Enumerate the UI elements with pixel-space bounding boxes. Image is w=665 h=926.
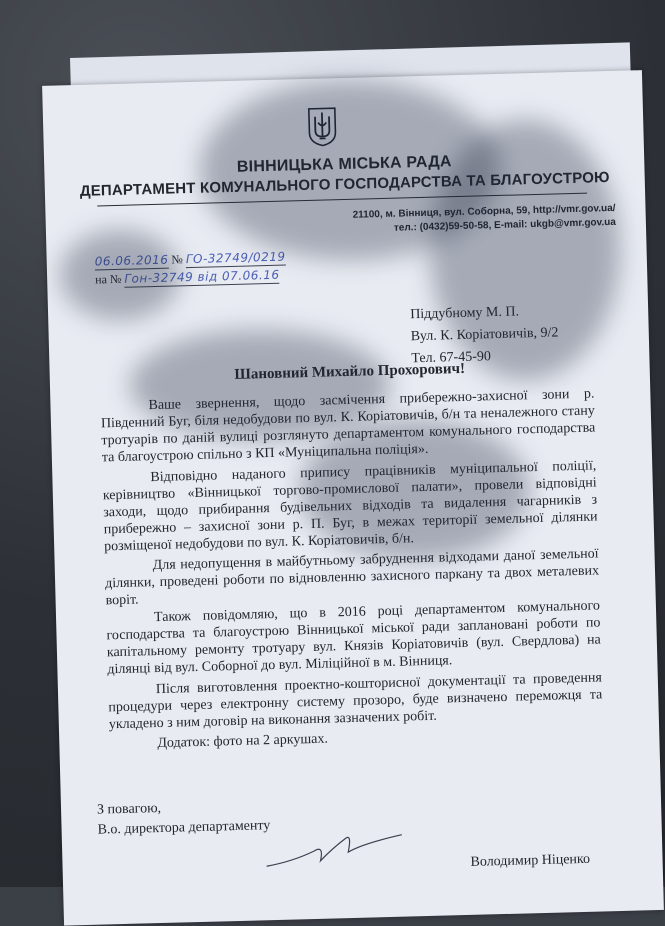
signoff-regards: З повагою,	[96, 800, 162, 818]
signoff-block	[97, 796, 271, 841]
org-contacts: тел.: (0432)59-50-58, E-mail: ukgb@vmr.gov.ua	[393, 216, 617, 234]
org-address: 21100, м. Вінниця, вул. Соборна, 59, http://vmr.gov.ua/	[352, 202, 616, 221]
incoming-reference-number: Гон-32749 від 07.06.16	[124, 267, 280, 286]
recipient-street: Вул. К. Коріатовичів, 9/2	[410, 325, 559, 345]
recipient-phone: Тел. 67-45-90	[411, 349, 492, 367]
body-paragraph-2: Відповідно наданого припису працівників муніципальної поліції, керівництво «Вінницької торгово-промислової палати», провели відповідні заходи, щодо прибирання будівельних відходів та видалення чагарників з прибережно – захисної зони р. П. Буг, в межах території земельної ділянки розміщеної недобудови по вул. К. Коріатовичів, б/н.	[102, 458, 598, 555]
attachment-note: Додаток: фото на 2 аркушах.	[157, 731, 329, 752]
trident-coat-of-arms-icon	[307, 106, 338, 147]
signer-name: Володимир Ніценко	[470, 851, 591, 870]
reference-on-label: на №	[95, 271, 122, 287]
org-name-line1: ВІННИЦЬКА МІСЬКА РАДА	[236, 153, 452, 176]
letter-sheet	[42, 70, 664, 925]
recipient-name: Піддубному М. П.	[410, 304, 520, 323]
body-paragraph-4: Також повідомляю, що в 2016 році департаментом комунального господарства та благоустрою Вінницької міської ради заплановані роботи по капітальному ремонту тротуару вул. Князів Коріатовичів (вул. Свердлова) на ділянці від вул. Соборної до вул. Міліційної в м. Вінниця.	[106, 598, 601, 678]
reference-date: 06.06.2016	[94, 252, 169, 269]
letter-content	[42, 70, 664, 925]
body-paragraph-5: Після виготовлення проектно-кошторисної документації та проведення процедури через електронну систему прозоро, буде визначено переможця та укладено з ним договір на виконання зазначених робіт.	[108, 670, 603, 733]
signoff-position: В.о. директора департаменту	[97, 818, 271, 838]
handwritten-signature	[262, 828, 413, 872]
reference-number: ГО-32749/0219	[185, 249, 286, 267]
body-paragraph-1: Ваше звернення, щодо засмічення прибережно-захисної зони р. Південний Буг, біля недобудови по вул. К. Коріатовичів, б/н та неналежного стану тротуарів по даній вулиці розглянуто департаментом комунального господарства та благоустрою спільно з КП «Муніципальна поліція».	[100, 386, 596, 466]
incoming-reference	[95, 268, 280, 289]
body-paragraph-3: Для недопущення в майбутньому забруднення відходами даної земельної ділянки, проведені роботи по відновленню захисного паркану та двох металевих воріт.	[104, 546, 600, 609]
reference-no-label: №	[171, 252, 184, 267]
org-name-line2: ДЕПАРТАМЕНТ КОМУНАЛЬНОГО ГОСПОДАРСТВА ТА БЛАГОУСТРОЮ	[79, 169, 610, 200]
salutation: Шановний Михайло Прохорович!	[234, 360, 466, 383]
